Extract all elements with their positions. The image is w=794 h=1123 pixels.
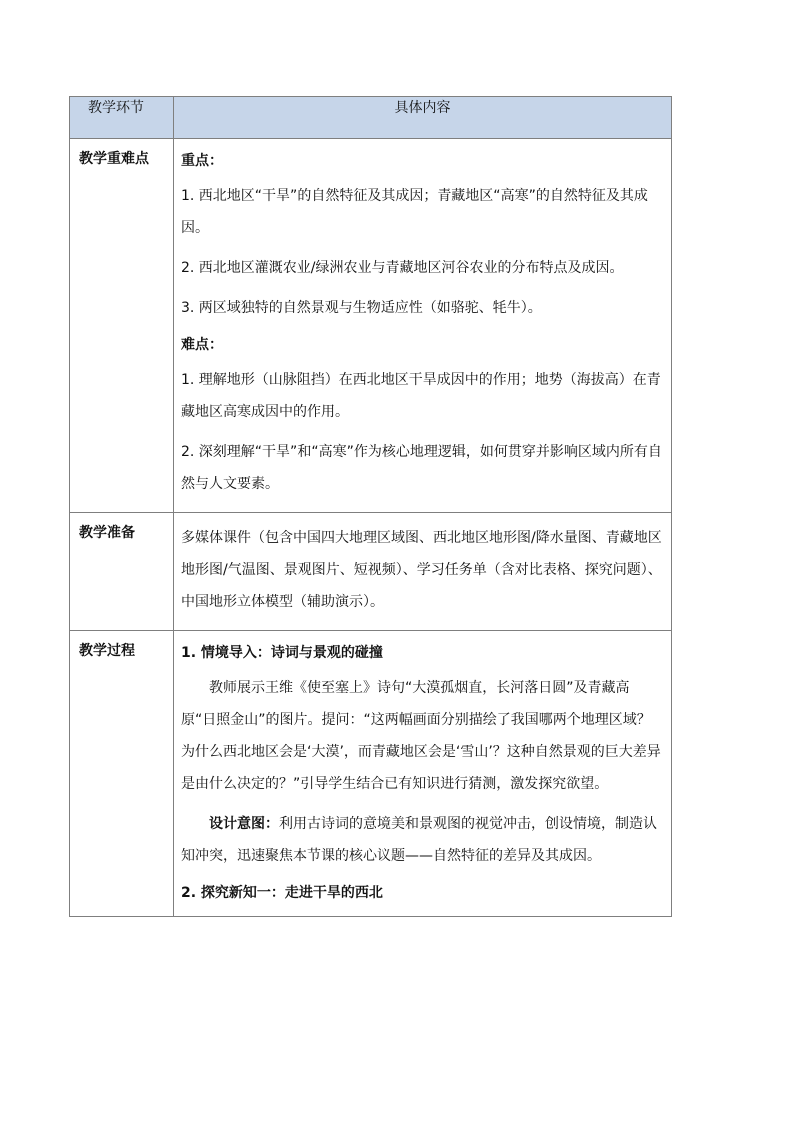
focus-content (174, 139, 672, 513)
table-row-process (70, 631, 672, 917)
design-intent-text: 利用古诗词的意境美和景观图的视觉冲击，创设情境，制造认知冲突，迅速聚焦本节课的核心议题——自然特征的差异及其成因。 (181, 816, 657, 864)
header-teaching-stage: 教学环节 (70, 97, 174, 139)
table-header-row (70, 97, 672, 139)
header-specific-content: 具体内容 (174, 97, 672, 139)
prep-content (174, 513, 672, 631)
table-row-focus (70, 139, 672, 513)
key-point-item: 1. 西北地区“干旱”的自然特征及其成因；青藏地区“高寒”的自然特征及其成因。 (181, 188, 648, 236)
row-label-prep: 教学准备 (70, 513, 174, 631)
step2-title: 2. 探究新知一：走进干旱的西北 (181, 885, 383, 901)
table-row-prep (70, 513, 672, 631)
step1-text: 教师展示王维《使至塞上》诗句“大漠孤烟直，长河落日圆”及青藏高原“日照金山”的图片。提问：“这两幅画面分别描绘了我国哪两个地理区域？为什么西北地区会是‘大漠’，而青藏地区会是‘雪山’？这种自然景观的巨大差异是由什么决定的？”引导学生结合已有知识进行猜测，激发探究欲望。 (181, 680, 661, 792)
design-intent (181, 808, 663, 872)
step1-title: 1. 情境导入：诗词与景观的碰撞 (181, 645, 383, 661)
key-point-item: 2. 西北地区灌溉农业/绿洲农业与青藏地区河谷农业的分布特点及成因。 (181, 260, 624, 276)
row-label-focus: 教学重难点 (70, 139, 174, 513)
prep-text: 多媒体课件（包含中国四大地理区域图、西北地区地形图/降水量图、青藏地区地形图/气温图、景观图片、短视频）、学习任务单（含对比表格、探究问题）、中国地形立体模型（辅助演示）。 (181, 530, 662, 610)
key-points-title: 重点： (181, 153, 223, 169)
key-point-item: 3. 两区域独特的自然景观与生物适应性（如骆驼、牦牛）。 (181, 300, 542, 316)
lesson-plan-table (69, 96, 672, 917)
process-content (174, 631, 672, 917)
design-intent-label: 设计意图： (209, 816, 279, 832)
difficult-point-item: 2. 深刻理解“干旱”和“高寒”作为核心地理逻辑，如何贯穿并影响区域内所有自然与人文要素。 (181, 444, 662, 492)
row-label-process: 教学过程 (70, 631, 174, 917)
difficult-point-item: 1. 理解地形（山脉阻挡）在西北地区干旱成因中的作用；地势（海拔高）在青藏地区高寒成因中的作用。 (181, 372, 661, 420)
difficult-points-title: 难点： (181, 337, 223, 353)
